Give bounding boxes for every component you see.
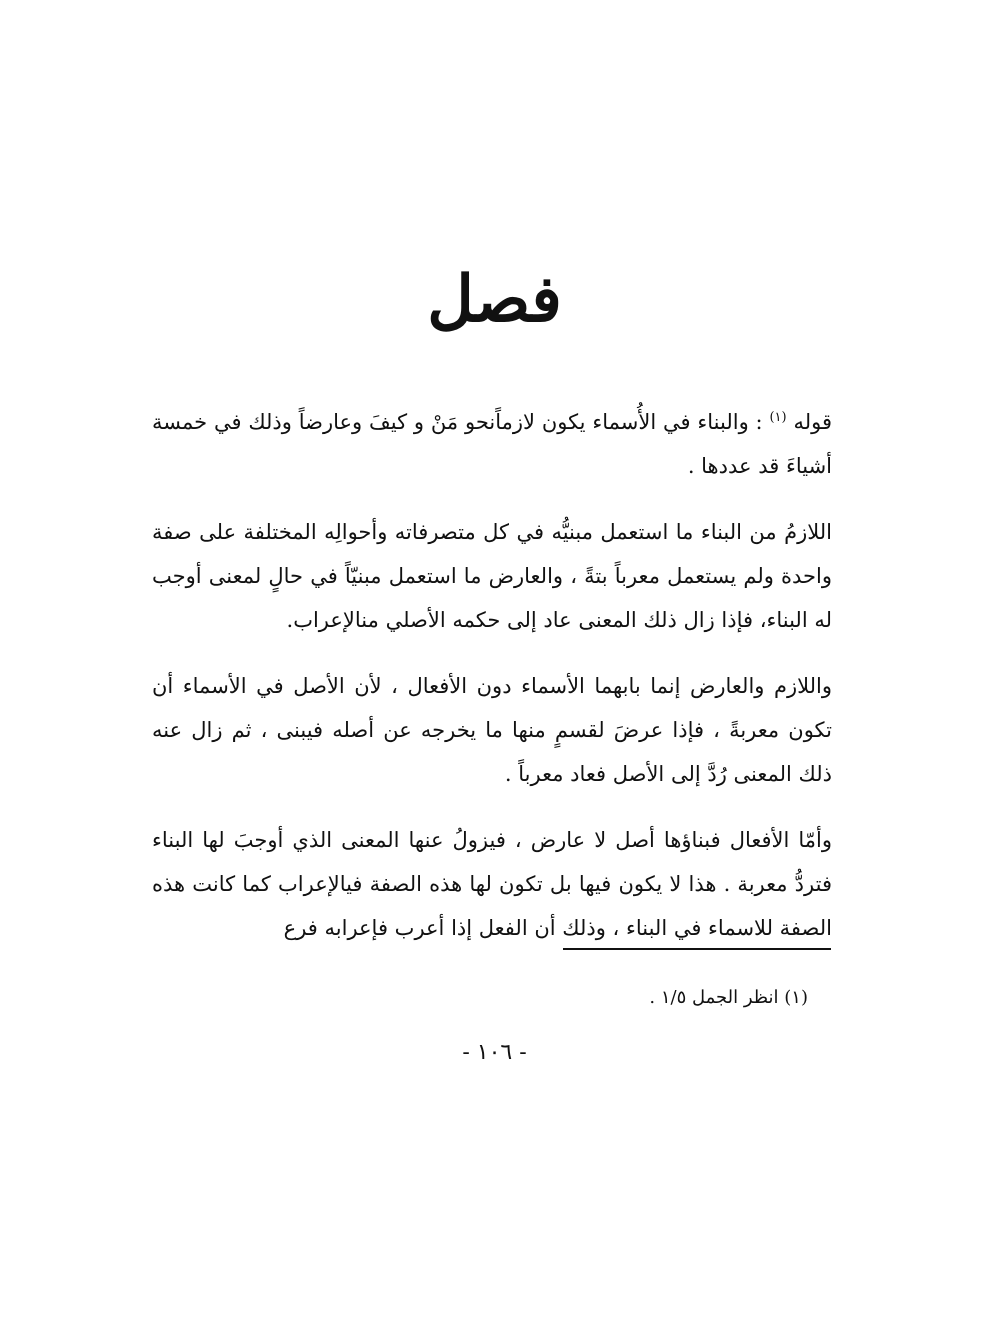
paragraph-1 (152, 400, 832, 488)
paragraph-1-text: : والبناء في الأُسماء يكون لازماًنحو مَنْ و كيفَ وعارضاً وذلك في خمسة أشياءَ قد عددها . (152, 410, 832, 478)
paragraph-1-lead: قوله (786, 410, 832, 434)
footnote-divider (563, 948, 831, 950)
body-text (152, 400, 832, 972)
footnote-reference: (١) (769, 410, 787, 425)
paragraph-3: واللازم والعارض إنما بابهما الأسماء دون الأفعال ، لأن الأصل في الأسماء أن تكون معربةً ، فإذا عرضَ لقسمٍ منها ما يخرجه عن أصله فيبنى ، ثم زال عنه ذلك المعنى رُدَّ إلى الأصل فعاد معرباً . (152, 674, 832, 786)
section-heading: فصل (427, 262, 562, 337)
paragraph-4: وأمّا الأفعال فبناؤها أصل لا عارض ، فيزولُ عنها المعنى الذي أوجبَ لها البناء فتردُّ معربة . هذا لا يكون فيها بل تكون لها هذه الصفة فيالإعراب كما كانت هذه الصفة للاسماء في البناء ، وذلك أن الفعل إذا أعرب فإعرابه فرع (152, 828, 832, 940)
paragraph-2: اللازمُ من البناء ما استعمل مبنيُّه في كل متصرفاته وأحوالِه المختلفة على صفة واحدة ولم يستعمل معرباً بتةً ، والعارض ما استعمل مبنيّاً في حالٍ لمعنى أوجب له البناء، فإذا زال ذلك المعنى عاد إلى حكمه الأصلي منالإعراب. (152, 520, 832, 632)
page-number: - ١٠٦ - (462, 1040, 527, 1065)
footnote: (١) انظر الجمل ١/٥ . (649, 987, 808, 1008)
